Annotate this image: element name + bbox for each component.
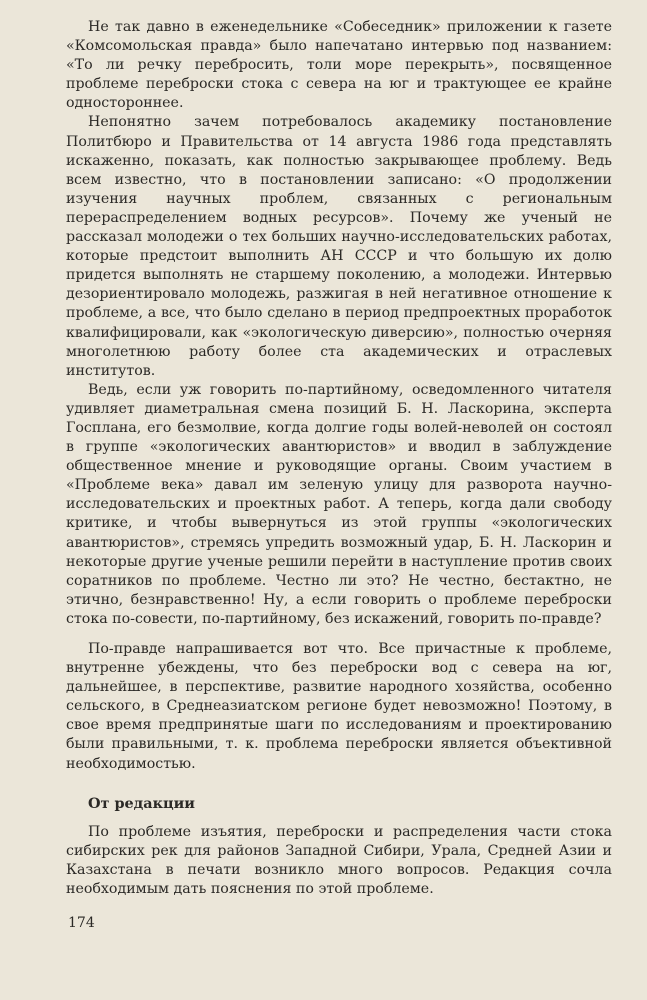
page-text-body xyxy=(66,18,612,899)
section-heading: От редакции xyxy=(88,794,195,812)
page-number: 174 xyxy=(68,915,95,931)
paragraph-3: Ведь, если уж говорить по-партийному, осведомленного читателя удивляет диаметральная смена позиций Б. Н. Ласкорина, эксперта Госплана, его безмолвие, когда долгие годы волей-неволей он состоял в группе «экологических авантюристов» и вводил в заблуждение общественное мнение и руководящие органы. Своим участием в «Проблеме века» давал им зеленую улицу для разворота научно-исследовательских и проектных работ. А теперь, когда дали свободу критике, и чтобы вывернуться из этой группы «экологических авантюристов», стремясь упредить возможный удар, Б. Н. Ласкорин и некоторые другие ученые решили перейти в наступление против своих соратников по проблеме. Честно ли это? Не честно, бестактно, не этично, безнравственно! Ну, а если говорить о проблеме переброски стока по-совести, по-партийному, без искажений, говорить по-правде? xyxy=(66,381,612,627)
paragraph-1: Не так давно в еженедельнике «Собеседник» приложении к газете «Комсомольская правда» было напечатано интервью под названием: «То ли речку перебросить, толи море перекрыть», посвященное проблеме переброски стока с севера на юг и трактующее ее крайне одностороннее. xyxy=(66,19,612,112)
paragraph-4: По-правде напрашивается вот что. Все причастные к проблеме, внутренне убеждены, что без переброски вод с севера на юг, дальнейшее, в перспективе, развитие народного хозяйства, особенно сельского, в Среднеазиатском регионе будет невозможно! Поэтому, в свое время предпринятые шаги по исследованиям и проектированию были правильными, т. к. проблема переброски является объективной необходимостью. xyxy=(66,641,612,772)
editorial-paragraph: По проблеме изъятия, переброски и распределения части стока сибирских рек для районов Западной Сибири, Урала, Средней Азии и Казахстана в печати возникло много вопросов. Редакция сочла необходимым дать пояснения по этой проблеме. xyxy=(66,823,612,898)
paragraph-2: Непонятно зачем потребовалось академику постановление Политбюро и Правительства от 14 августа 1986 года представлять искаженно, показать, как полностью закрывающее проблему. Ведь всем известно, что в постановлении записано: «О продолжении изучения научных проблем, связанных с региональным перераспределением водных ресурсов». Почему же ученый не рассказал молодежи о тех больших научно-исследовательских работах, которые предстоит выполнить АН СССР и что большую их долю придется выполнять не старшему поколению, а молодежи. Интервью дезориентировало молодежь, разжигая в ней негативное отношение к проблеме, а все, что было сделано в период предпроектных проработок квалифицировали, как «экологическую диверсию», полностью очерняя многолетнюю работу более ста академических и отраслевых институтов. xyxy=(66,114,612,379)
